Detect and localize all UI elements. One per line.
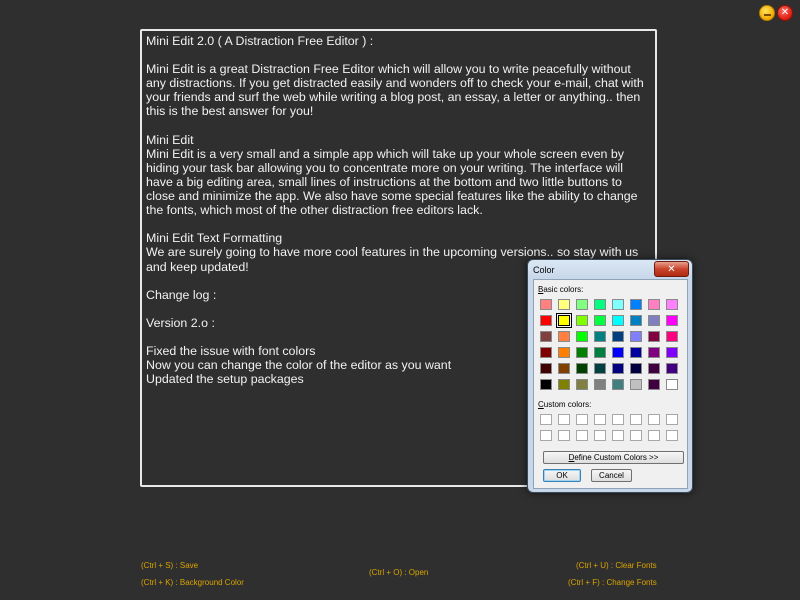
- custom-color-swatch[interactable]: [612, 414, 624, 425]
- basic-color-swatch[interactable]: [612, 315, 624, 326]
- basic-color-swatch[interactable]: [612, 331, 624, 342]
- editor-paragraph: Mini Edit is a very small and a simple app which will take up your whole screen even by hiding your task bar allowing you to concentrate more on your writing. The interface will have a big editing area, small lines of instructions at the bottom and two little buttons to close and minimize the app. We also have some special features like the ability to change the fonts, which most of the other distraction free editors lack.: [146, 146, 638, 218]
- basic-colors-grid: [540, 299, 678, 390]
- custom-color-swatch[interactable]: [540, 414, 552, 425]
- basic-color-swatch[interactable]: [576, 379, 588, 390]
- custom-color-swatch[interactable]: [666, 414, 678, 425]
- define-custom-colors-button[interactable]: D efine Custom Colors >>: [543, 451, 684, 464]
- basic-color-swatch[interactable]: [648, 363, 660, 374]
- basic-color-swatch[interactable]: [630, 299, 642, 310]
- editor-paragraph: Change log :: [146, 287, 217, 302]
- basic-color-swatch[interactable]: [558, 347, 570, 358]
- close-icon: ✕: [780, 7, 790, 18]
- basic-color-swatch[interactable]: [666, 331, 678, 342]
- dialog-body: [533, 279, 688, 489]
- basic-color-swatch[interactable]: [594, 315, 606, 326]
- shortcut-open: (Ctrl + O) : Open: [369, 568, 429, 577]
- basic-color-swatch[interactable]: [648, 379, 660, 390]
- cancel-button[interactable]: Cancel: [591, 469, 632, 482]
- close-icon: ✕: [667, 263, 676, 275]
- custom-color-swatch[interactable]: [666, 430, 678, 441]
- basic-color-swatch[interactable]: [630, 379, 642, 390]
- basic-color-swatch[interactable]: [612, 299, 624, 310]
- editor-paragraph: We are surely going to have more cool features in the upcoming versions.. so stay with us and keep updated!: [146, 245, 639, 274]
- custom-color-swatch[interactable]: [630, 414, 642, 425]
- basic-color-swatch[interactable]: [666, 363, 678, 374]
- basic-color-swatch[interactable]: [558, 299, 570, 310]
- custom-color-swatch[interactable]: [594, 430, 606, 441]
- basic-color-swatch[interactable]: [576, 315, 588, 326]
- shortcut-save: (Ctrl + S) : Save: [141, 561, 199, 570]
- basic-color-swatch[interactable]: [576, 347, 588, 358]
- editor-paragraph: Mini Edit: [146, 132, 194, 147]
- basic-color-swatch[interactable]: [540, 379, 552, 390]
- basic-color-swatch[interactable]: [576, 363, 588, 374]
- basic-color-swatch[interactable]: [630, 315, 642, 326]
- custom-color-swatch[interactable]: [558, 430, 570, 441]
- basic-color-swatch[interactable]: [630, 363, 642, 374]
- custom-colors-label: Custom colors:: [538, 400, 592, 409]
- basic-color-swatch[interactable]: [594, 347, 606, 358]
- custom-color-swatch[interactable]: [576, 430, 588, 441]
- custom-color-swatch[interactable]: [630, 430, 642, 441]
- basic-color-swatch[interactable]: [540, 299, 552, 310]
- custom-color-swatch[interactable]: [612, 430, 624, 441]
- dialog-title: Color: [533, 265, 555, 275]
- basic-color-swatch[interactable]: [558, 331, 570, 342]
- close-button[interactable]: [777, 5, 793, 21]
- basic-color-swatch[interactable]: [540, 315, 552, 326]
- basic-color-swatch[interactable]: [666, 299, 678, 310]
- basic-color-swatch[interactable]: [612, 347, 624, 358]
- color-dialog: [527, 259, 693, 493]
- custom-color-swatch[interactable]: [648, 430, 660, 441]
- basic-color-swatch[interactable]: [558, 363, 570, 374]
- basic-color-swatch[interactable]: [576, 331, 588, 342]
- editor-paragraph: Version 2.o :: [146, 315, 215, 330]
- basic-color-swatch[interactable]: [594, 363, 606, 374]
- custom-color-swatch[interactable]: [540, 430, 552, 441]
- basic-colors-label: Basic colors:: [538, 285, 584, 294]
- basic-color-swatch[interactable]: [666, 315, 678, 326]
- editor-paragraph: Fixed the issue with font colors: [146, 344, 316, 359]
- basic-color-swatch[interactable]: [558, 315, 570, 326]
- basic-color-swatch[interactable]: [612, 363, 624, 374]
- basic-color-swatch[interactable]: [540, 363, 552, 374]
- custom-color-swatch[interactable]: [558, 414, 570, 425]
- basic-color-swatch[interactable]: [594, 331, 606, 342]
- editor-paragraph: Updated the setup packages: [146, 372, 304, 387]
- custom-colors-grid: [540, 414, 678, 441]
- custom-color-swatch[interactable]: [648, 414, 660, 425]
- shortcut-background-color: (Ctrl + K) : Background Color: [141, 578, 244, 587]
- basic-color-swatch[interactable]: [648, 331, 660, 342]
- basic-color-swatch[interactable]: [576, 299, 588, 310]
- basic-color-swatch[interactable]: [666, 347, 678, 358]
- basic-color-swatch[interactable]: [666, 379, 678, 390]
- editor-paragraph: Mini Edit Text Formatting: [146, 231, 283, 246]
- shortcut-clear-fonts: (Ctrl + U) : Clear Fonts: [576, 561, 657, 570]
- basic-color-swatch[interactable]: [648, 299, 660, 310]
- basic-color-swatch[interactable]: [594, 379, 606, 390]
- editor-paragraph: Mini Edit 2.0 ( A Distraction Free Editor ) :: [146, 34, 374, 48]
- minimize-button[interactable]: [759, 5, 775, 21]
- minimize-icon: [764, 14, 771, 16]
- basic-color-swatch[interactable]: [630, 331, 642, 342]
- ok-button[interactable]: OK: [543, 469, 581, 482]
- basic-color-swatch[interactable]: [648, 315, 660, 326]
- custom-color-swatch[interactable]: [594, 414, 606, 425]
- basic-color-swatch[interactable]: [648, 347, 660, 358]
- basic-color-swatch[interactable]: [630, 347, 642, 358]
- editor-paragraph: Now you can change the color of the editor as you want: [146, 358, 452, 373]
- dialog-close-button[interactable]: [654, 261, 689, 277]
- basic-color-swatch[interactable]: [612, 379, 624, 390]
- basic-color-swatch[interactable]: [540, 331, 552, 342]
- editor-paragraph: Mini Edit is a great Distraction Free Editor which will allow you to write peacefully without any distractions. If you get distracted easily and wonders off to check your e-mail, chat with your friends and surf the web while writing a blog post, an essay, a letter or anything.. then this is the best answer for you!: [146, 62, 644, 119]
- basic-color-swatch[interactable]: [540, 347, 552, 358]
- shortcut-change-fonts: (Ctrl + F) : Change Fonts: [568, 578, 657, 587]
- custom-color-swatch[interactable]: [576, 414, 588, 425]
- basic-color-swatch[interactable]: [594, 299, 606, 310]
- basic-color-swatch[interactable]: [558, 379, 570, 390]
